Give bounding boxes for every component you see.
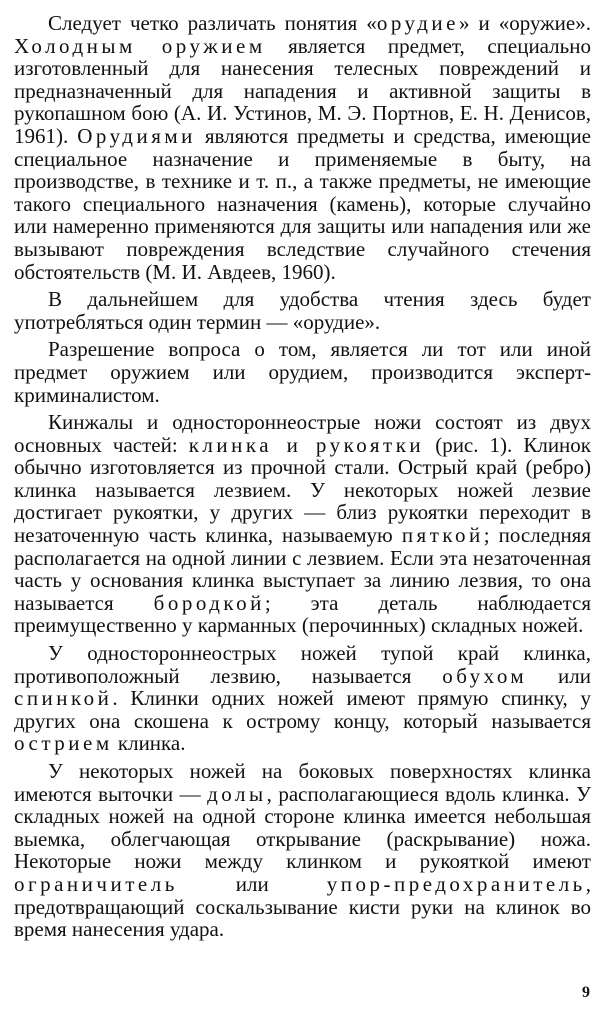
text-run: ; последняя располагается на одной линии с лезвием. Если эта незаточенная часть у основания клинка выступает за линию лезвия, то она называется xyxy=(14,523,591,615)
text-run: У некоторых ножей на боковых поверхностях клинка имеются выточки — xyxy=(14,759,591,806)
text-run: (рис. 1). Клинок обычно изготовляется из прочной стали. Острый край (ребро) клинка называется лезвием. У некоторых ножей лезвие достигает рукоятки, у других — близ рукоятки переходит в незаточенную часть клинка, называемую xyxy=(14,432,592,548)
spaced-term-pyatkoy: пяткой xyxy=(401,523,484,548)
spaced-term-obukhom: обухом xyxy=(442,663,528,688)
spaced-term-ogranichitel: ограничитель xyxy=(14,871,178,896)
paragraph-term-note xyxy=(14,288,591,333)
text-run: Разрешение вопроса о том, является ли тот или иной предмет оружием или орудием, производится эксперт-криминалистом. xyxy=(14,337,591,407)
paragraph-fullers xyxy=(14,760,591,941)
spaced-term-orudiyami: Орудиями xyxy=(77,123,196,148)
spaced-term-ostriem: острием xyxy=(14,731,113,756)
text-body xyxy=(14,12,591,941)
paragraph-blade-back xyxy=(14,642,591,755)
text-run: являются предметы и средства, имеющие специальное назначение и применяемые в быту, на производстве, в технике и т. п., а также предметы, не имеющие такого специального назначения (камень), которые случайно или намеренно применяются для защиты или нападения или же вызывают повреждения вследствие случайного стечения обстоятельств (М. И. Авдеев, 1960). xyxy=(14,123,592,284)
spaced-term-doly: долы xyxy=(207,781,267,806)
spaced-term-upor-predokhranitel: упор-предохранитель xyxy=(326,871,586,896)
text-run: или xyxy=(527,663,591,688)
text-run: В дальнейшем для удобства чтения здесь будет употребляться один термин — «орудие». xyxy=(14,287,591,334)
text-run: » и «оружие». xyxy=(458,11,591,35)
spaced-term-borodkoy: бородкой xyxy=(153,590,265,615)
spaced-term-klinka-rukoyatki: клинка и рукоятки xyxy=(188,432,425,457)
text-run: Следует четко различать понятия « xyxy=(48,11,377,35)
text-run: , располагающиеся вдоль клинка. У складных ножей на одной стороне клинка имеется небольшая выемка, облегчающая открывание (раскрывание) ножа. Некоторые ножи между клинком и рукояткой имеют xyxy=(14,781,591,874)
paragraph-knife-parts xyxy=(14,411,591,637)
text-run: , предотвращающий соскальзывание кисти руки на клинок во время нанесения удара. xyxy=(14,871,591,942)
text-run: У одностороннеострых ножей тупой край клинка, противоположный лезвию, называется xyxy=(14,641,591,688)
spaced-term-kholodnym-oruzhiem: Холодным оружием xyxy=(14,33,266,58)
spaced-term-orudie: орудие xyxy=(376,11,459,35)
paragraph-definitions xyxy=(14,12,591,283)
text-run: клинка. xyxy=(112,731,186,756)
text-run: ; эта деталь наблюдается преимущественно у карманных (перочинных) складных ножей. xyxy=(14,590,591,638)
text-run: . Клинки одних ножей имеют прямую спинку, у других она скошена к острому концу, который называется xyxy=(14,686,591,733)
text-run: является предмет, специально изготовленный для нанесения телесных повреждений и предназначенный для нападения и активной защиты в рукопашном бою (А. И. Устинов, М. Э. Портнов, Е. Н. Денисов, 1961). xyxy=(14,33,591,148)
paragraph-expert xyxy=(14,338,591,406)
text-run: или xyxy=(177,871,327,896)
text-run: Кинжалы и одностороннеострые ножи состоят из двух основных частей: xyxy=(14,410,591,457)
page-number: 9 xyxy=(582,984,590,1001)
spaced-term-spinkoy: спинкой xyxy=(14,686,113,711)
